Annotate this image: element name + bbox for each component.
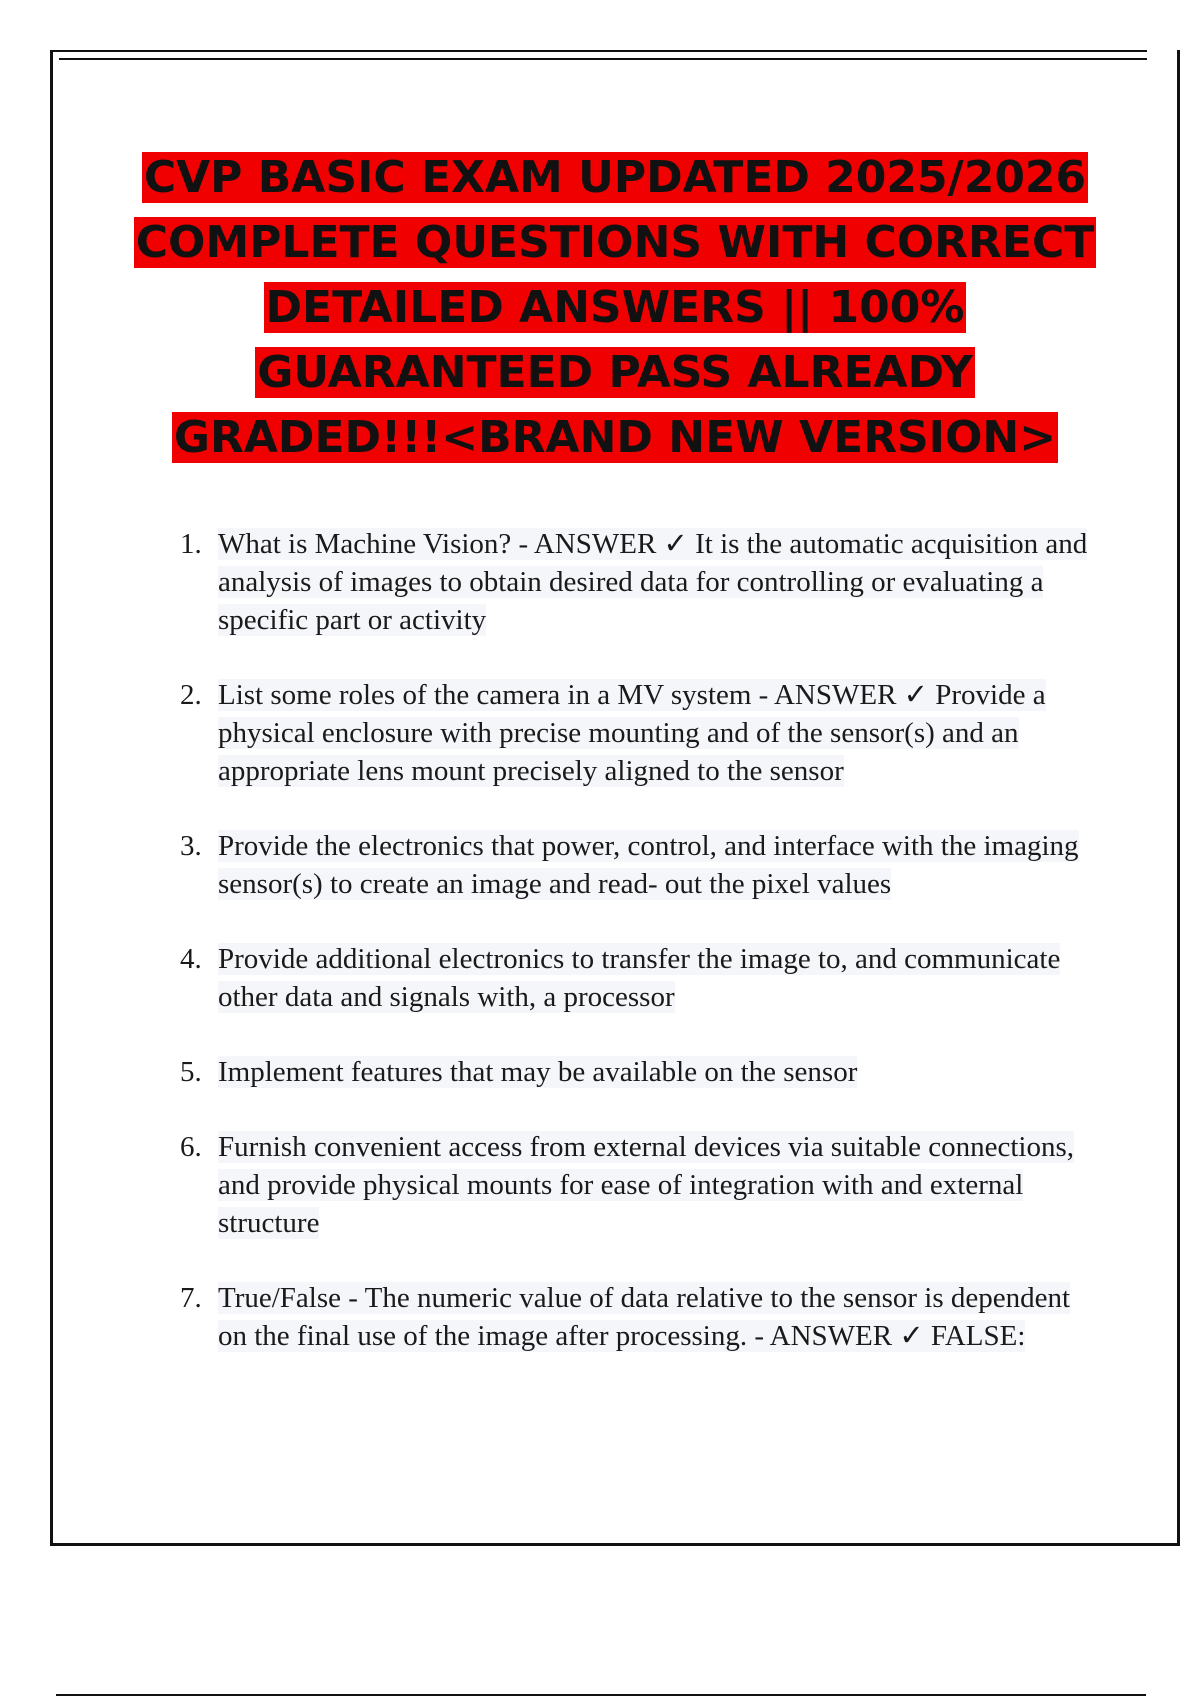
title-line-1: CVP BASIC EXAM UPDATED 2025/2026 — [143, 152, 1087, 203]
list-item — [170, 827, 1090, 903]
item-text: True/False - The numeric value of data relative to the sensor is dependent on the final use of the image after processing. - ANSWER ✓ FALSE: — [218, 1282, 1071, 1352]
list-item — [170, 940, 1090, 1016]
item-number: 1. — [180, 528, 202, 560]
item-text: Provide the electronics that power, control, and interface with the imaging sensor(s) to create an image and read- out the pixel values — [218, 830, 1079, 900]
title-line-3: DETAILED ANSWERS || 100% — [265, 282, 965, 333]
title-line-2: COMPLETE QUESTIONS WITH CORRECT — [135, 217, 1095, 268]
list-item — [170, 525, 1090, 639]
document-title — [100, 145, 1130, 470]
title-line-4: GUARANTEED PASS ALREADY — [257, 347, 973, 398]
item-number: 3. — [180, 830, 202, 862]
item-number: 2. — [180, 679, 202, 711]
item-number: 5. — [180, 1056, 202, 1088]
question-list — [170, 525, 1090, 1392]
item-text: What is Machine Vision? - ANSWER ✓ It is the automatic acquisition and analysis of images to obtain desired data for controlling or evaluating a specific part or activity — [218, 528, 1088, 636]
item-number: 6. — [180, 1131, 202, 1163]
item-text: Implement features that may be available on the sensor — [218, 1056, 858, 1088]
item-text: Furnish convenient access from external devices via suitable connections, and provide physical mounts for ease of integration with and external structure — [218, 1131, 1075, 1239]
list-item — [170, 1279, 1090, 1355]
list-item — [170, 1053, 1090, 1091]
item-text: Provide additional electronics to transfer the image to, and communicate other data and signals with, a processor — [218, 943, 1061, 1013]
list-item — [170, 1128, 1090, 1242]
item-number: 4. — [180, 943, 202, 975]
list-item — [170, 676, 1090, 790]
title-line-5: GRADED!!!<BRAND NEW VERSION> — [173, 412, 1057, 463]
page-divider — [56, 1694, 1146, 1696]
item-number: 7. — [180, 1282, 202, 1314]
item-text: List some roles of the camera in a MV system - ANSWER ✓ Provide a physical enclosure with precise mounting and of the sensor(s) and an appropriate lens mount precisely aligned to the sensor — [218, 679, 1046, 787]
